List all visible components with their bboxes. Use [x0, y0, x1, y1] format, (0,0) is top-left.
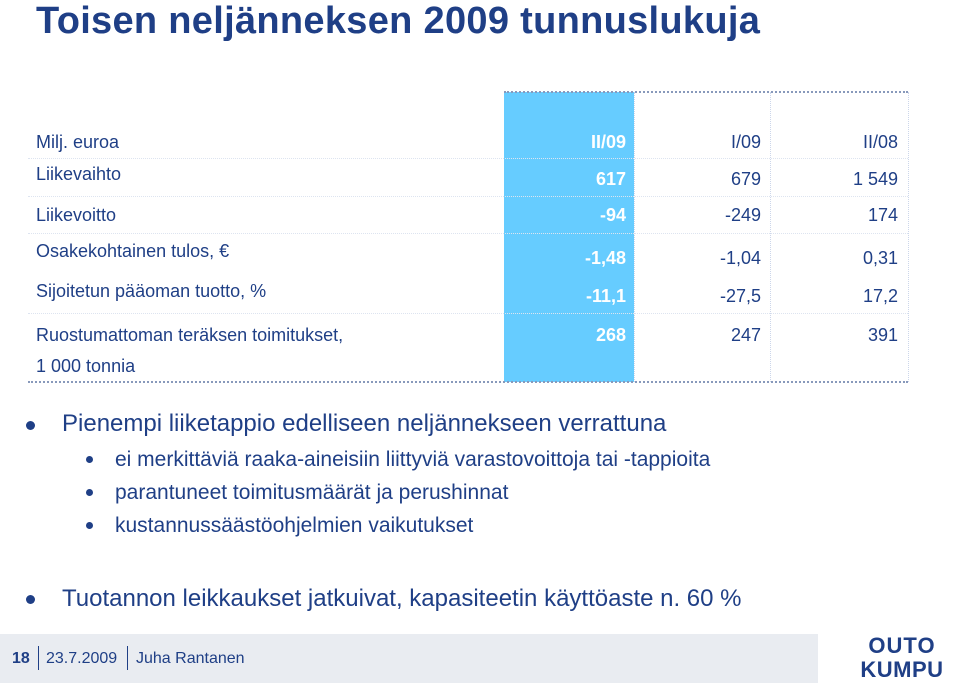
bullet-icon: [26, 595, 35, 604]
row-value-q2-08: 174: [867, 205, 898, 225]
table-header-label: Milj. euroa: [36, 132, 120, 152]
row-value-q1-09: 679: [730, 169, 761, 189]
row-value-q1-09: -27,5: [719, 286, 761, 306]
bullet-main: Tuotannon leikkaukset jatkuivat, kapasiteetin käyttöaste n. 60 %: [62, 585, 742, 612]
table-header-q1-09: I/09: [730, 132, 761, 152]
sub-bullet: parantuneet toimitusmäärät ja perushinnat: [115, 481, 509, 504]
row-divider: [28, 196, 908, 197]
sub-bullet-icon: [86, 522, 93, 529]
table-header-q2-09: II/09: [590, 132, 626, 152]
row-divider: [28, 313, 908, 314]
footer-divider: [38, 646, 39, 670]
page-number: 18: [12, 650, 30, 667]
row-divider: [28, 158, 908, 159]
row-value-q2-09: -1,48: [584, 248, 626, 268]
logo-line1: OUTO: [868, 633, 936, 658]
table-top-border: [504, 91, 908, 93]
table-bottom-border: [28, 381, 908, 383]
row-divider: [28, 233, 908, 234]
bullet-main: Pienempi liiketappio edelliseen neljännekseen verrattuna: [62, 410, 667, 437]
row-label: Liikevoitto: [36, 205, 117, 225]
row-value-q2-09: 268: [595, 325, 626, 345]
row-value-q1-09: -1,04: [719, 248, 761, 268]
sub-bullet: ei merkittäviä raaka-aineisiin liittyviä varastovoittoja tai -tappioita: [115, 448, 711, 471]
row-value-q1-09: -249: [724, 205, 761, 225]
slide-title: Toisen neljänneksen 2009 tunnuslukuja: [36, 0, 761, 42]
sub-bullet-icon: [86, 456, 93, 463]
row-value-q2-09: 617: [595, 169, 626, 189]
logo-line2: KUMPU: [860, 657, 944, 680]
row-value-q2-08: 391: [867, 325, 898, 345]
column-separator: [908, 92, 909, 382]
footer-date: 23.7.2009: [46, 650, 118, 667]
row-value-q1-09: 247: [730, 325, 761, 345]
sub-bullet: kustannussäästöohjelmien vaikutukset: [115, 514, 474, 537]
row-label: Osakekohtainen tulos, €: [36, 241, 230, 261]
outokumpu-logo: [848, 632, 956, 680]
footer-author: Juha Rantanen: [136, 650, 245, 667]
footer-divider: [127, 646, 128, 670]
footer-bar: [0, 634, 818, 683]
table-header-q2-08: II/08: [862, 132, 898, 152]
row-label-unit: 1 000 tonnia: [36, 356, 136, 376]
row-value-q2-08: 0,31: [862, 248, 898, 268]
row-label: Sijoitetun pääoman tuotto, %: [36, 281, 267, 301]
row-label: Liikevaihto: [36, 164, 122, 184]
sub-bullet-icon: [86, 489, 93, 496]
row-value-q2-09: -94: [599, 205, 626, 225]
row-label: Ruostumattoman teräksen toimitukset,: [36, 325, 344, 345]
row-value-q2-08: 17,2: [862, 286, 898, 306]
row-value-q2-08: 1 549: [852, 169, 898, 189]
row-value-q2-09: -11,1: [585, 286, 626, 306]
bullet-icon: [26, 421, 35, 430]
